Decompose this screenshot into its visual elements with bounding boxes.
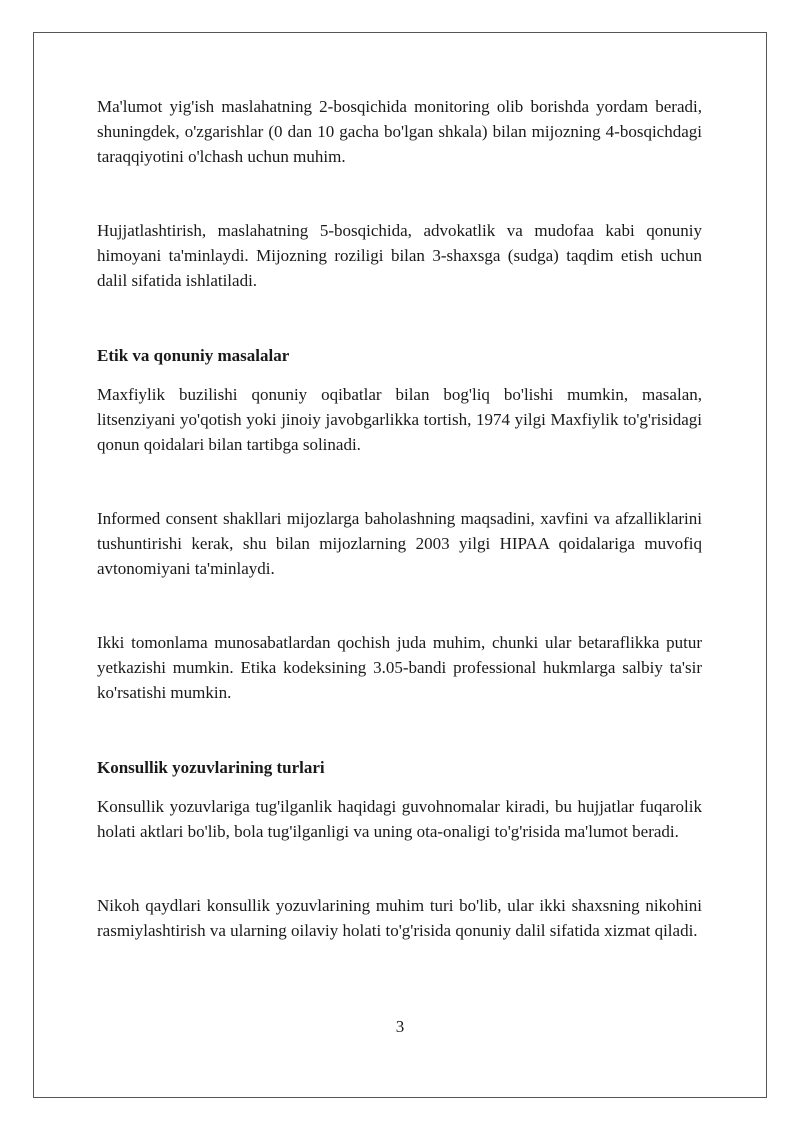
paragraph-documentation: Hujjatlashtirish, maslahatning 5-bosqichida, advokatlik va mudofaa kabi qonuniy himoyani ta'minlaydi. Mijozning roziligi bilan 3-shaxsga (sudga) taqdim etish uchun dalil sifatida ishlatiladi. xyxy=(97,221,702,290)
heading-consular-records: Konsullik yozuvlarining turlari xyxy=(97,758,325,777)
paragraph-birth-certificates: Konsullik yozuvlariga tug'ilganlik haqidagi guvohnomalar kiradi, bu hujjatlar fuqarolik holati aktlari bo'lib, bola tug'ilganligi va uning ota-onaligi to'g'risida ma'lumot beradi. xyxy=(97,797,702,841)
paragraph-confidentiality: Maxfiylik buzilishi qonuniy oqibatlar bilan bog'liq bo'lishi mumkin, masalan, litsenziyani yo'qotish yoki jinoiy javobgarlikka tortish, 1974 yilgi Maxfiylik to'g'risidagi qonun qoidalari bilan tartibga solinadi. xyxy=(97,385,702,454)
document-body xyxy=(97,94,702,943)
paragraph-dual-relationships: Ikki tomonlama munosabatlardan qochish juda muhim, chunki ular betaraflikka putur yetkazishi mumkin. Etika kodeksining 3.05-bandi professional hukmlarga salbiy ta'sir ko'rsatishi mumkin. xyxy=(97,633,702,702)
paragraph-data-collection: Ma'lumot yig'ish maslahatning 2-bosqichida monitoring olib borishda yordam beradi, shuningdek, o'zgarishlar (0 dan 10 gacha bo'lgan shkala) bilan mijozning 4-bosqichdagi taraqqiyotini o'lchash uchun muhim. xyxy=(97,97,702,166)
paragraph-informed-consent: Informed consent shakllari mijozlarga baholashning maqsadini, xavfini va afzalliklarini tushuntirishi kerak, shu bilan mijozlarning 2003 yilgi HIPAA qoidalariga muvofiq avtonomiyani ta'minlaydi. xyxy=(97,509,702,578)
page-number: 3 xyxy=(395,1017,405,1036)
heading-ethical-legal-issues: Etik va qonuniy masalalar xyxy=(97,346,290,365)
paragraph-marriage-records: Nikoh qaydlari konsullik yozuvlarining muhim turi bo'lib, ular ikki shaxsning nikohini rasmiylashtirish va ularning oilaviy holati to'g'risida qonuniy dalil sifatida xizmat qiladi. xyxy=(97,896,702,940)
